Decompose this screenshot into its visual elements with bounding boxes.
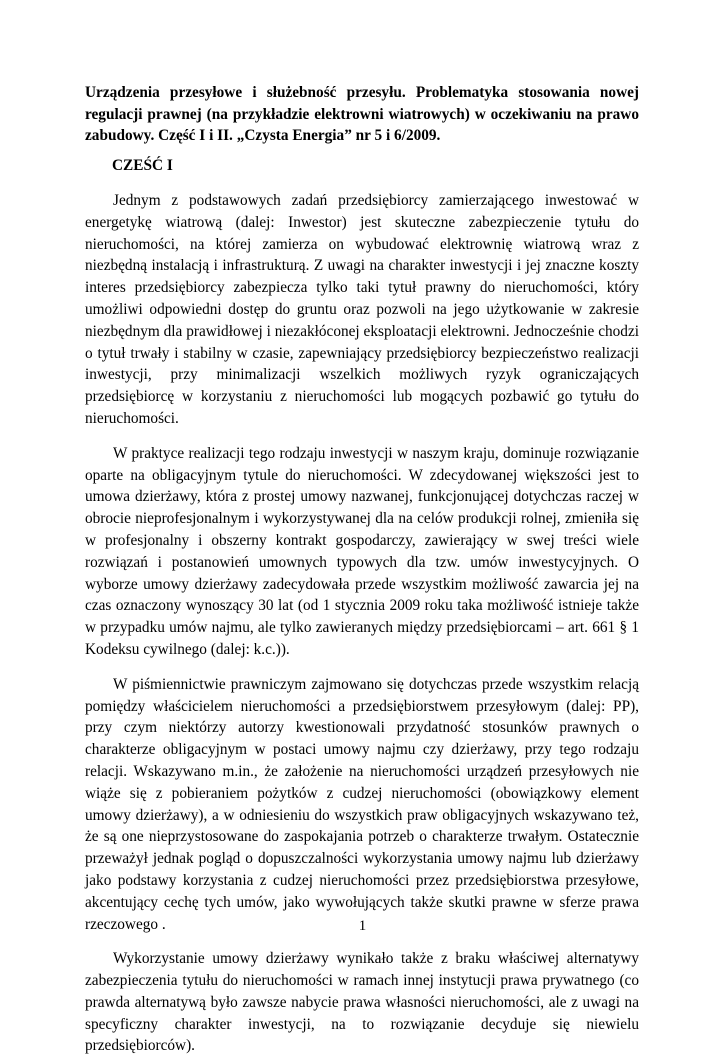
paragraph-3: W piśmiennictwie prawniczym zajmowano się dotychczas przede wszystkim relacją pomiędzy właścicielem nieruchomości a przedsiębiorstwem przesyłowym (dalej: PP), przy czym niektórzy autorzy kwestionowali przydatność stosunków prawnych o charakterze obligacyjnym w postaci umowy najmu czy dzierżawy, przy tego rodzaju relacji. Wskazywano m.in., że założenie na nieruchomości urządzeń przesyłowych nie wiąże się z pobieraniem pożytków z cudzej nieruchomości (obowiązkowy element umowy dzierżawy), a w odniesieniu do wszystkich praw obligacyjnych wskazywano też, że są one nieprzystosowane do zaspokajania potrzeb o charakterze trwałym. Ostatecznie przeważył jednak pogląd o dopuszczalności wykorzystania umowy najmu lub dzierżawy jako podstawy korzystania z cudzej nieruchomości przez przedsiębiorstwa przesyłowe, akcentujący cechę tych umów, jako wywołujących także skutki prawne w sferze prawa rzeczowego . xyxy=(85,675,639,933)
document-heading: Urządzenia przesyłowe i służebność przesyłu. Problematyka stosowania nowej regulacji prawnej (na przykładzie elektrowni wiatrowych) w oczekiwaniu na prawo zabudowy. Część I i II. „Czysta Energia” nr 5 i 6/2009. xyxy=(85,84,639,144)
document-body xyxy=(85,82,639,1057)
page-number: 1 xyxy=(358,918,367,934)
paragraph-1: Jednym z podstawowych zadań przedsiębiorcy zamierzającego inwestować w energetykę wiatrową (dalej: Inwestor) jest skuteczne zabezpieczenie tytułu do nieruchomości, na której zamierza on wybudować elektrownię wiatrową wraz z niezbędną instalacją i infrastrukturą. Z uwagi na charakter inwestycji i jej znaczne koszty interes przedsiębiorcy zabezpiecza tylko taki tytuł prawny do nieruchomości, który umożliwi odpowiedni dostęp do gruntu oraz pozwoli na jego użytkowanie w zakresie niezbędnym dla prawidłowej i niezakłóconej eksploatacji elektrowni. Jednocześnie chodzi o tytuł trwały i stabilny w czasie, zapewniający przedsiębiorcy bezpieczeństwo realizacji inwestycji, przy minimalizacji wszelkich możliwych ryzyk ograniczających przedsiębiorcę w korzystaniu z nieruchomości lub mogących pozbawić go tytułu do nieruchomości. xyxy=(85,192,639,427)
paragraph-4: Wykorzystanie umowy dzierżawy wynikało także z braku właściwej alternatywy zabezpieczenia tytułu do nieruchomości w ramach innej instytucji prawa prywatnego (co prawda alternatywą było zawsze nabycie prawa własności nieruchomości, ale z uwagi na specyficzny charakter inwestycji, na to rozwiązanie decyduje się niewielu przedsiębiorców). xyxy=(85,950,639,1055)
paragraph-2: W praktyce realizacji tego rodzaju inwestycji w naszym kraju, dominuje rozwiązanie oparte na obligacyjnym tytule do nieruchomości. W zdecydowanej większości jest to umowa dzierżawy, która z prostej umowy nazwanej, funkcjonującej dotychczas raczej w obrocie nieprofesjonalnym i wykorzystywanej dla na celów produkcji rolnej, zmieniła się w profesjonalny i obszerny kontrakt gospodarczy, zawierający w swej treści wiele rozwiązań i postanowień umownych typowych dla tzw. umów inwestycyjnych. O wyborze umowy dzierżawy zadecydowała przede wszystkim możliwość zawarcia jej na czas oznaczony wynoszący 30 lat (od 1 stycznia 2009 roku taka możliwość istnieje także w przypadku umów najmu, ale tylko zawieranych między przedsiębiorcami – art. 661 § 1 Kodeksu cywilnego (dalej: k.c.)). xyxy=(85,444,639,658)
part-title: CZEŚĆ I xyxy=(112,156,173,174)
